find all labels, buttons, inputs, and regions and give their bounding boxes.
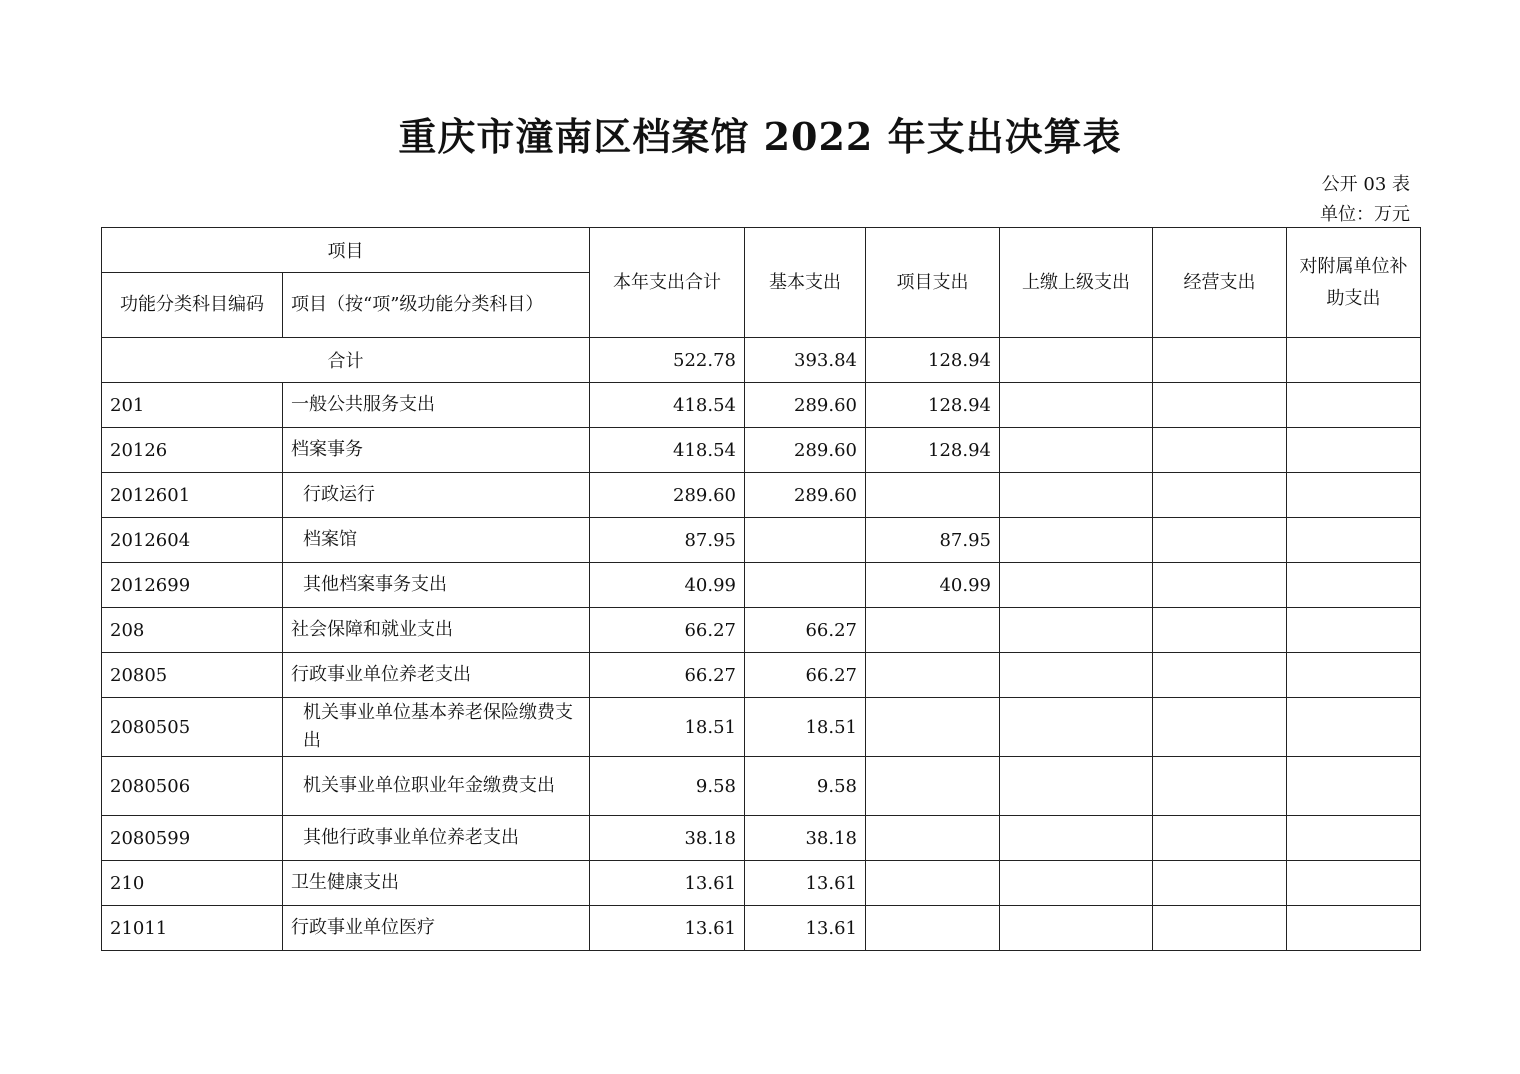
row-code: 20126 <box>102 428 283 473</box>
row-cell-basic: 38.18 <box>745 816 866 861</box>
row-cell-business <box>1153 563 1287 608</box>
row-cell-upper <box>1000 518 1153 563</box>
row-cell-basic: 66.27 <box>745 653 866 698</box>
total-cell-subsidy <box>1287 338 1421 383</box>
row-name: 卫生健康支出 <box>283 861 590 906</box>
row-cell-project: 128.94 <box>866 428 1000 473</box>
row-name: 行政事业单位医疗 <box>283 906 590 951</box>
total-row <box>102 338 1421 383</box>
row-cell-total: 9.58 <box>590 757 745 816</box>
row-cell-total: 289.60 <box>590 473 745 518</box>
total-cell-basic: 393.84 <box>745 338 866 383</box>
header-basic: 基本支出 <box>745 228 866 338</box>
row-code: 2080505 <box>102 698 283 757</box>
row-code: 208 <box>102 608 283 653</box>
row-cell-subsidy <box>1287 816 1421 861</box>
header-project: 项目支出 <box>866 228 1000 338</box>
row-cell-project <box>866 861 1000 906</box>
row-name: 档案馆 <box>283 518 590 563</box>
unit-label: 单位：万元 <box>1320 204 1410 225</box>
table-row <box>102 473 1421 518</box>
table-row <box>102 383 1421 428</box>
table-row <box>102 428 1421 473</box>
table-row <box>102 816 1421 861</box>
row-cell-upper <box>1000 653 1153 698</box>
table-row <box>102 906 1421 951</box>
row-cell-upper <box>1000 608 1153 653</box>
row-cell-business <box>1153 518 1287 563</box>
row-cell-subsidy <box>1287 698 1421 757</box>
row-cell-project <box>866 698 1000 757</box>
row-cell-total: 418.54 <box>590 428 745 473</box>
table-row <box>102 608 1421 653</box>
row-cell-business <box>1153 698 1287 757</box>
row-cell-project: 128.94 <box>866 383 1000 428</box>
row-cell-subsidy <box>1287 653 1421 698</box>
table-row <box>102 757 1421 816</box>
row-code: 201 <box>102 383 283 428</box>
row-cell-subsidy <box>1287 563 1421 608</box>
row-cell-basic: 289.60 <box>745 383 866 428</box>
document-title: 重庆市潼南区档案馆 2022 年支出决算表 <box>398 114 1122 159</box>
expenditure-table <box>101 227 1421 951</box>
row-code: 21011 <box>102 906 283 951</box>
row-name: 其他行政事业单位养老支出 <box>283 816 590 861</box>
row-cell-business <box>1153 861 1287 906</box>
row-code: 2080506 <box>102 757 283 816</box>
row-cell-basic: 13.61 <box>745 861 866 906</box>
total-cell-total: 522.78 <box>590 338 745 383</box>
row-name: 行政运行 <box>283 473 590 518</box>
header-total: 本年支出合计 <box>590 228 745 338</box>
row-cell-basic: 9.58 <box>745 757 866 816</box>
table-row <box>102 698 1421 757</box>
row-cell-upper <box>1000 861 1153 906</box>
row-code: 2080599 <box>102 816 283 861</box>
row-cell-subsidy <box>1287 757 1421 816</box>
header-item-group: 项目 <box>102 228 590 273</box>
total-cell-upper <box>1000 338 1153 383</box>
row-cell-project <box>866 757 1000 816</box>
row-cell-project <box>866 473 1000 518</box>
row-cell-upper <box>1000 383 1153 428</box>
row-cell-basic: 289.60 <box>745 428 866 473</box>
row-name: 其他档案事务支出 <box>283 563 590 608</box>
row-name: 档案事务 <box>283 428 590 473</box>
row-cell-basic: 18.51 <box>745 698 866 757</box>
table-row <box>102 563 1421 608</box>
row-code: 210 <box>102 861 283 906</box>
row-cell-total: 87.95 <box>590 518 745 563</box>
row-cell-total: 66.27 <box>590 653 745 698</box>
row-code: 2012699 <box>102 563 283 608</box>
table-row <box>102 861 1421 906</box>
row-cell-total: 13.61 <box>590 861 745 906</box>
row-cell-project <box>866 816 1000 861</box>
row-cell-basic <box>745 563 866 608</box>
row-cell-total: 40.99 <box>590 563 745 608</box>
row-name: 机关事业单位职业年金缴费支出 <box>283 757 590 816</box>
header-subsidy: 对附属单位补助支出 <box>1287 228 1421 338</box>
header-upper: 上缴上级支出 <box>1000 228 1153 338</box>
row-cell-business <box>1153 653 1287 698</box>
row-cell-upper <box>1000 906 1153 951</box>
row-cell-upper <box>1000 757 1153 816</box>
total-label: 合计 <box>102 338 590 383</box>
row-code: 20805 <box>102 653 283 698</box>
table-row <box>102 653 1421 698</box>
header-name: 项目（按“项”级功能分类科目） <box>283 273 590 338</box>
header-business: 经营支出 <box>1153 228 1287 338</box>
row-code: 2012601 <box>102 473 283 518</box>
row-cell-project <box>866 608 1000 653</box>
row-cell-upper <box>1000 473 1153 518</box>
row-cell-basic: 66.27 <box>745 608 866 653</box>
row-cell-basic: 13.61 <box>745 906 866 951</box>
row-cell-basic: 289.60 <box>745 473 866 518</box>
row-cell-business <box>1153 816 1287 861</box>
row-cell-subsidy <box>1287 861 1421 906</box>
row-name: 社会保障和就业支出 <box>283 608 590 653</box>
header-code: 功能分类科目编码 <box>102 273 283 338</box>
row-cell-project: 87.95 <box>866 518 1000 563</box>
row-cell-basic <box>745 518 866 563</box>
row-cell-upper <box>1000 698 1153 757</box>
row-cell-subsidy <box>1287 473 1421 518</box>
row-cell-business <box>1153 383 1287 428</box>
table-row <box>102 518 1421 563</box>
row-cell-upper <box>1000 428 1153 473</box>
row-name: 一般公共服务支出 <box>283 383 590 428</box>
row-cell-business <box>1153 473 1287 518</box>
row-cell-subsidy <box>1287 518 1421 563</box>
form-number: 公开 03 表 <box>1321 174 1410 195</box>
row-cell-total: 13.61 <box>590 906 745 951</box>
row-cell-upper <box>1000 563 1153 608</box>
row-cell-total: 66.27 <box>590 608 745 653</box>
row-cell-business <box>1153 608 1287 653</box>
row-cell-project <box>866 653 1000 698</box>
row-name: 机关事业单位基本养老保险缴费支出 <box>283 698 590 757</box>
total-cell-business <box>1153 338 1287 383</box>
row-code: 2012604 <box>102 518 283 563</box>
row-cell-project <box>866 906 1000 951</box>
row-cell-upper <box>1000 816 1153 861</box>
total-cell-project: 128.94 <box>866 338 1000 383</box>
row-cell-business <box>1153 757 1287 816</box>
row-cell-business <box>1153 428 1287 473</box>
row-name: 行政事业单位养老支出 <box>283 653 590 698</box>
row-cell-subsidy <box>1287 906 1421 951</box>
row-cell-subsidy <box>1287 428 1421 473</box>
row-cell-subsidy <box>1287 608 1421 653</box>
row-cell-total: 18.51 <box>590 698 745 757</box>
row-cell-total: 38.18 <box>590 816 745 861</box>
row-cell-total: 418.54 <box>590 383 745 428</box>
row-cell-subsidy <box>1287 383 1421 428</box>
row-cell-project: 40.99 <box>866 563 1000 608</box>
row-cell-business <box>1153 906 1287 951</box>
